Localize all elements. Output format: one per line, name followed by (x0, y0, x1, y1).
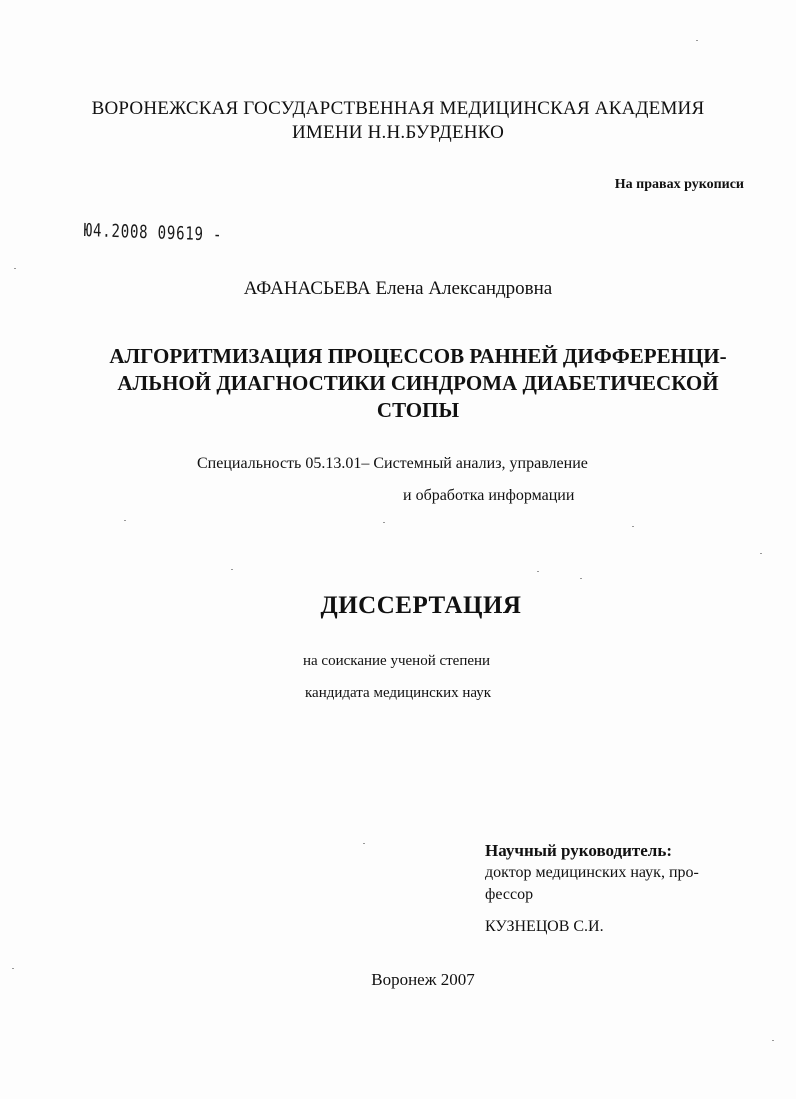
scan-speck (383, 522, 385, 523)
supervisor-name: КУЗНЕЦОВ С.И. (485, 918, 604, 935)
specialty-line-1: Специальность 05.13.01– Системный анализ, управление (197, 455, 588, 472)
supervisor-heading: Научный руководитель: (485, 841, 672, 860)
place-and-year: Воронеж 2007 (371, 970, 475, 989)
author-name: АФАНАСЬЕВА Елена Александровна (243, 278, 553, 299)
scan-speck (632, 526, 634, 527)
degree-line-1: на соискание ученой степени (303, 653, 491, 669)
specialty-line-2: и обработка информации (403, 487, 575, 504)
scan-speck (124, 520, 126, 521)
scan-speck (363, 843, 365, 844)
supervisor-degree-line-1: доктор медицинских наук, про- (485, 864, 699, 881)
scan-speck (537, 571, 539, 572)
degree-line-2: кандидата медицинских наук (305, 685, 492, 701)
institution-name (0, 97, 796, 145)
title-line-1: АЛГОРИТМИЗАЦИЯ ПРОЦЕССОВ РАННЕЙ ДИФФЕРЕНЦИ- (109, 344, 727, 368)
scan-speck (231, 569, 233, 570)
scan-speck (14, 268, 16, 269)
dissertation-title (0, 343, 796, 424)
supervisor-block (485, 840, 750, 938)
institution-line-1: ВОРОНЕЖСКАЯ ГОСУДАРСТВЕННАЯ МЕДИЦИНСКАЯ АКАДЕМИЯ (91, 98, 705, 119)
scan-speck (760, 553, 762, 554)
title-line-3: СТОПЫ (376, 398, 460, 422)
supervisor-degree-line-2: фессор (485, 886, 534, 903)
registration-stamp: Ю4.2008 09619 - (83, 220, 223, 246)
scan-speck (580, 578, 582, 579)
scan-speck (772, 1040, 774, 1041)
rights-note: На правах рукописи (614, 177, 744, 192)
institution-line-2: ИМЕНИ Н.Н.БУРДЕНКО (292, 122, 504, 143)
scan-speck (696, 40, 698, 41)
document-type: ДИССЕРТАЦИЯ (320, 592, 522, 619)
scan-speck (12, 968, 14, 969)
title-line-2: АЛЬНОЙ ДИАГНОСТИКИ СИНДРОМА ДИАБЕТИЧЕСКОЙ (117, 371, 719, 395)
